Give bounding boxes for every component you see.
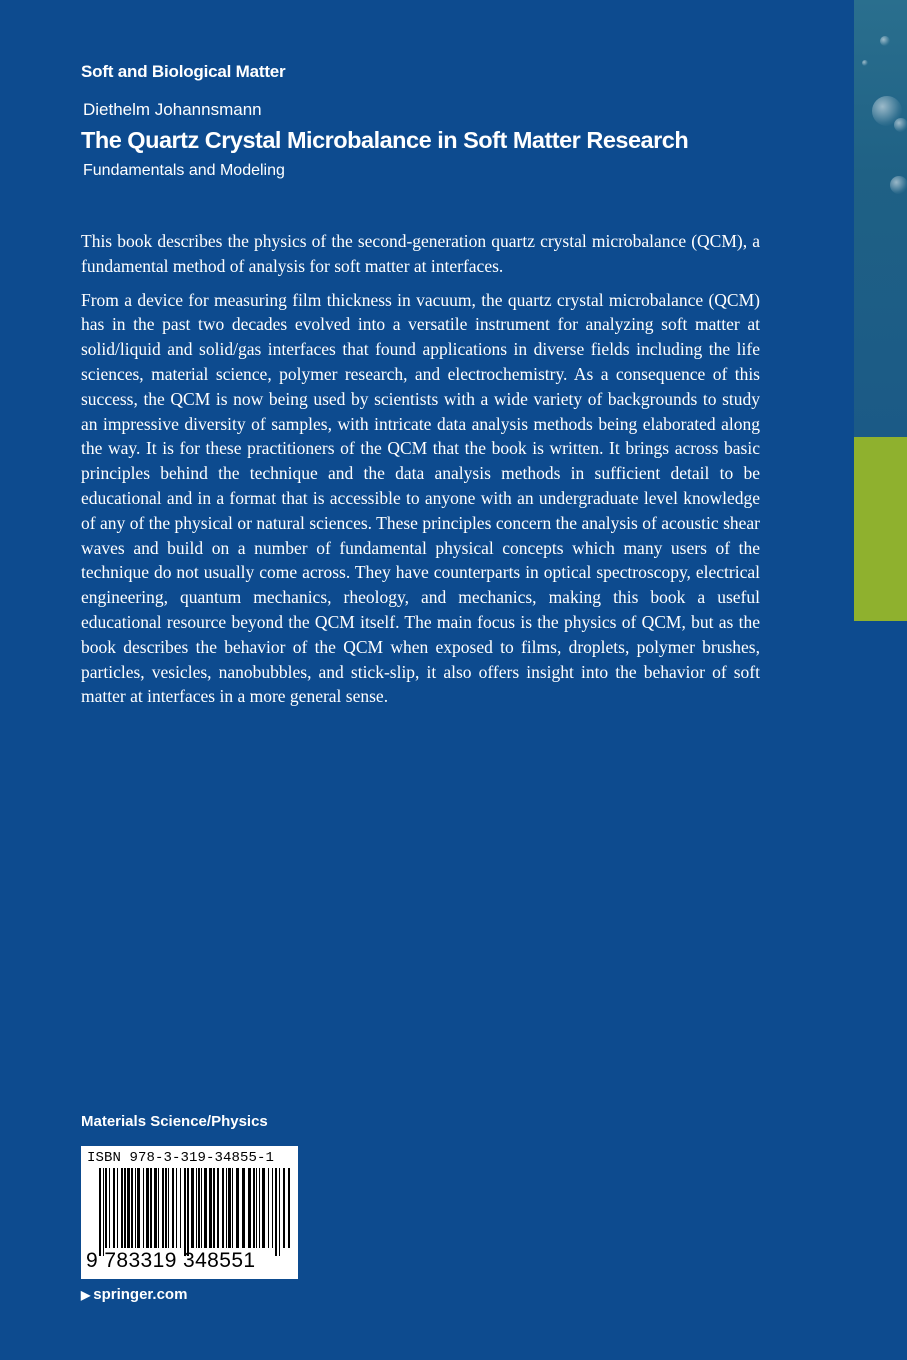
barcode-bar <box>268 1168 269 1248</box>
barcode-bar <box>259 1168 260 1248</box>
triangle-right-icon: ▶ <box>81 1288 91 1302</box>
barcode-bar <box>242 1168 245 1248</box>
barcode-bar <box>248 1168 251 1248</box>
description-paragraph: From a device for measuring film thickness in vacuum, the quartz crystal microbalance (QCM) has in the past two decades evolved into a versatile instrument for analyzing soft matter at solid/liquid and solid/gas interfaces that found applications in diverse fields including the life sciences, material science, polymer research, and electrochemistry. As a consequence of this success, the QCM is now being used by scientists with a wide variety of backgrounds to study an impressive diversity of samples, with intricate data analysis methods being elaborated along the way. It is for these practitioners of the QCM that the book is written. It brings across basic principles behind the technique and the data analysis methods in sufficient detail to be educational and in a format that is accessible to anyone with an undergraduate level knowledge of any of the physical or natural sciences. These principles concern the analysis of acoustic shear waves and build on a number of fundamental physical concepts which many users of the technique do not usually come across. They have counterparts in optical spectroscopy, electrical engineering, quantum mechanics, rheology, and mechanics, making this book a useful educational resource beyond the QCM itself. The main focus is the physics of QCM, but as the book describes the behavior of the QCM when exposed to films, droplets, polymer brushes, particles, vesicles, nanobubbles, and stick-slip, it also offers insight into the behavior of soft matter at interfaces in a more general sense. <box>81 289 760 707</box>
isbn-barcode <box>81 1146 298 1279</box>
barcode-bar <box>124 1168 126 1248</box>
isbn-label: ISBN 978-3-319-34855-1 <box>87 1150 275 1166</box>
barcode-bar <box>204 1168 207 1248</box>
barcode-bar <box>187 1168 189 1256</box>
barcode-bar <box>222 1168 224 1248</box>
barcode-bar <box>154 1168 157 1248</box>
barcode-bar <box>217 1168 219 1248</box>
barcode-bar <box>103 1168 104 1256</box>
website-text: springer.com <box>93 1286 188 1303</box>
barcode-bar <box>191 1168 194 1248</box>
barcode-bar <box>113 1168 115 1248</box>
barcode-bar <box>131 1168 133 1248</box>
barcode-bar <box>288 1168 290 1248</box>
barcode-bar <box>162 1168 164 1248</box>
barcode-bar <box>117 1168 118 1248</box>
barcode-bar <box>109 1168 110 1248</box>
description-paragraph: This book describes the physics of the second-generation quartz crystal microbalance (QCM), a fundamental method of analysis for soft matter at interfaces. <box>81 231 760 276</box>
barcode-bar <box>198 1168 200 1248</box>
barcode-bar <box>236 1168 239 1248</box>
barcode-bar <box>158 1168 159 1248</box>
accent-color-bar <box>854 437 907 621</box>
barcode-bar <box>279 1168 280 1256</box>
barcode-bar <box>105 1168 107 1248</box>
barcode-bar <box>135 1168 136 1248</box>
subject-category: Materials Science/Physics <box>81 1113 268 1130</box>
barcode-bar <box>143 1168 144 1248</box>
author-name: Diethelm Johannsmann <box>83 100 262 119</box>
barcode-bar <box>275 1168 277 1256</box>
description-text <box>81 229 760 718</box>
book-subtitle: Fundamentals and Modeling <box>83 162 285 179</box>
barcode-bar <box>99 1168 101 1256</box>
barcode-bars <box>99 1168 291 1256</box>
barcode-bar <box>184 1168 186 1256</box>
publisher-website[interactable] <box>81 1286 187 1303</box>
barcode-bar <box>127 1168 130 1248</box>
book-title: The Quartz Crystal Microbalance in Soft Matter Research <box>81 127 689 153</box>
barcode-bar <box>253 1168 255 1248</box>
barcode-bar <box>256 1168 257 1248</box>
barcode-bar <box>201 1168 202 1248</box>
barcode-bar <box>283 1168 285 1248</box>
series-name: Soft and Biological Matter <box>81 62 286 81</box>
barcode-bar <box>176 1168 177 1248</box>
barcode-bar <box>150 1168 152 1248</box>
barcode-bar <box>180 1168 181 1248</box>
barcode-bar <box>226 1168 227 1248</box>
barcode-bar <box>196 1168 197 1248</box>
barcode-bar <box>168 1168 169 1248</box>
barcode-bar <box>272 1168 273 1248</box>
barcode-bar <box>262 1168 265 1248</box>
barcode-bar <box>165 1168 167 1248</box>
barcode-bar <box>121 1168 123 1248</box>
ean-digits: 9 783319 348551 <box>86 1249 256 1272</box>
barcode-bar <box>146 1168 149 1248</box>
barcode-bar <box>213 1168 215 1248</box>
barcode-bar <box>172 1168 174 1248</box>
barcode-bar <box>137 1168 140 1248</box>
barcode-bar <box>232 1168 233 1248</box>
cover-image-strip <box>854 0 907 437</box>
barcode-bar <box>209 1168 212 1248</box>
barcode-bar <box>228 1168 231 1248</box>
